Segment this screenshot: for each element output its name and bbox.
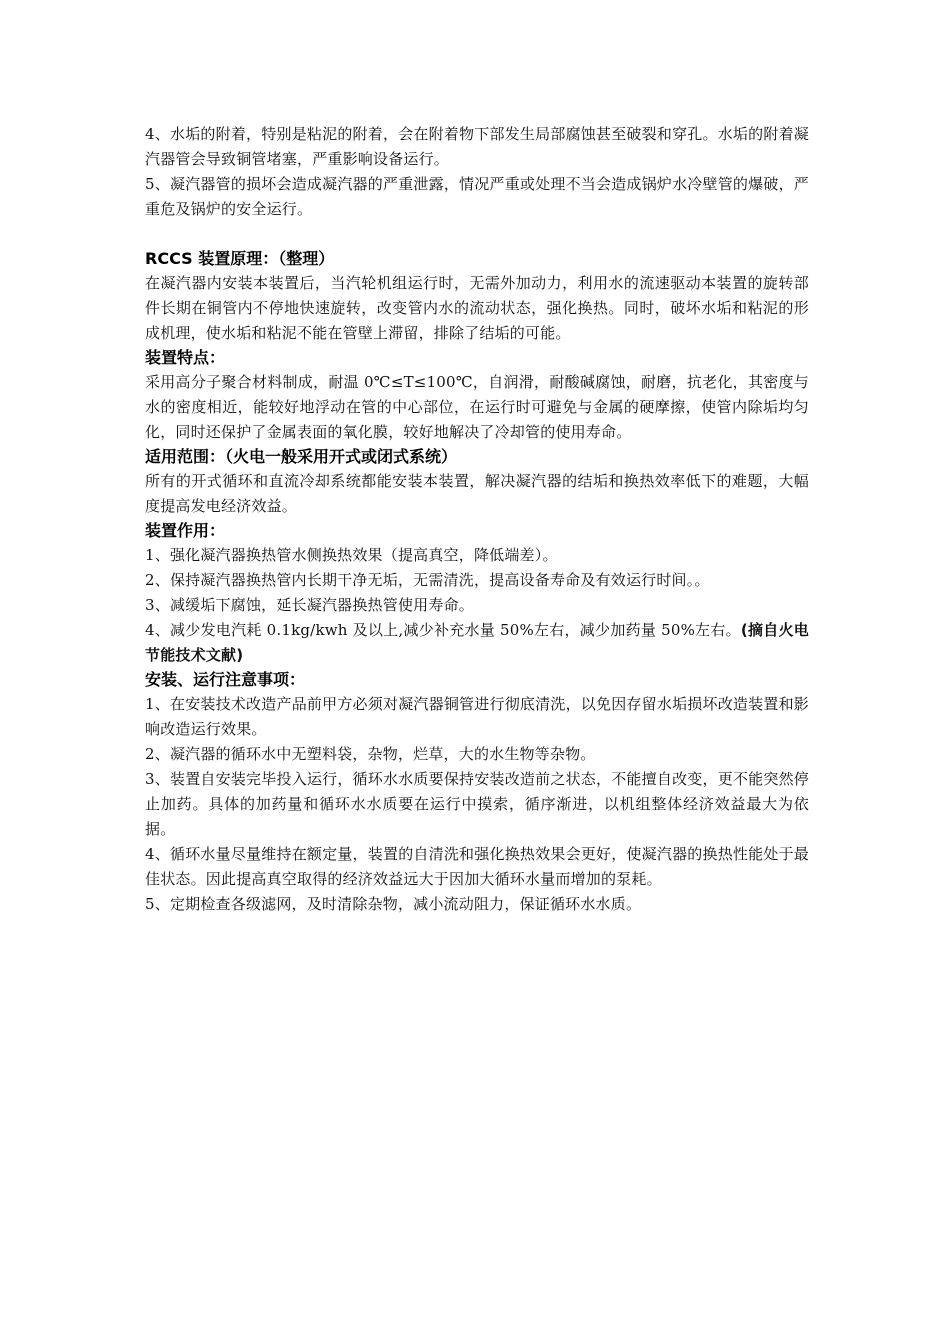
notes-heading: 安装、运行注意事项：	[145, 670, 306, 689]
note-item-4: 4、循环水量尽量维持在额定量，装置的自清洗和强化换热效果会更好，使凝汽器的换热性能处于最佳状态。因此提高真空取得的经济效益远大于因加大循环水量而增加的泵耗。	[145, 845, 809, 888]
intro-paragraph-4: 4、水垢的附着，特别是粘泥的附着，会在附着物下部发生局部腐蚀甚至破裂和穿孔。水垢的附着凝汽器管会导致铜管堵塞，严重影响设备运行。	[145, 125, 809, 168]
features-text: 采用高分子聚合材料制成，耐温 0℃≤T≤100℃，自润滑，耐酸碱腐蚀，耐磨，抗老化，其密度与水的密度相近，能较好地浮动在管的中心部位，在运行时可避免与金属的硬摩擦，使管内除垢均匀化，同时还保护了金属表面的氧化膜，较好地解决了冷却管的使用寿命。	[145, 373, 809, 441]
note-item-2: 2、凝汽器的循环水中无塑料袋，杂物，烂草，大的水生物等杂物。	[145, 745, 596, 763]
function-item-3: 3、减缓垢下腐蚀，延长凝汽器换热管使用寿命。	[145, 596, 474, 614]
features-heading: 装置特点：	[145, 348, 226, 367]
intro-paragraph-5: 5、凝汽器管的损坏会造成凝汽器的严重泄露，情况严重或处理不当会造成锅炉水冷壁管的爆破，严重危及锅炉的安全运行。	[145, 175, 809, 218]
function-item-4-source: (摘自火电节能技术文献)	[145, 621, 809, 664]
scope-heading: 适用范围：（火电一般采用开式或闭式系统）	[145, 447, 458, 466]
function-item-4-text: 4、减少发电汽耗 0.1kg/kwh 及以上,减少补充水量 50%左右，减少加药量 50%左右。	[145, 621, 741, 639]
function-item-2: 2、保持凝汽器换热管内长期干净无垢，无需清洗，提高设备寿命及有效运行时间。。	[145, 571, 710, 589]
principle-heading: RCCS 装置原理：（整理）	[145, 249, 335, 268]
section-spacer	[145, 222, 809, 247]
function-item-1: 1、强化凝汽器换热管水侧换热效果（提高真空，降低端差）。	[145, 546, 558, 564]
note-item-5: 5、定期检查各级滤网，及时清除杂物，减小流动阻力，保证循环水水质。	[145, 895, 642, 913]
document-page	[145, 122, 809, 917]
functions-heading: 装置作用：	[145, 521, 226, 540]
scope-text: 所有的开式循环和直流冷却系统都能安装本装置，解决凝汽器的结垢和换热效率低下的难题，大幅度提高发电经济效益。	[145, 472, 809, 515]
note-item-3: 3、装置自安装完毕投入运行，循环水水质要保持安装改造前之状态，不能擅自改变，更不能突然停止加药。具体的加药量和循环水水质要在运行中摸索，循序渐进，以机组整体经济效益最大为依据。	[145, 770, 809, 838]
function-item-4	[145, 618, 809, 668]
principle-text: 在凝汽器内安装本装置后，当汽轮机组运行时，无需外加动力，利用水的流速驱动本装置的旋转部件长期在铜管内不停地快速旋转，改变管内水的流动状态，强化换热。同时，破坏水垢和粘泥的形成机理，使水垢和粘泥不能在管壁上滞留，排除了结垢的可能。	[145, 274, 809, 342]
note-item-1: 1、在安装技术改造产品前甲方必须对凝汽器铜管进行彻底清洗，以免因存留水垢损坏改造装置和影响改造运行效果。	[145, 695, 809, 738]
